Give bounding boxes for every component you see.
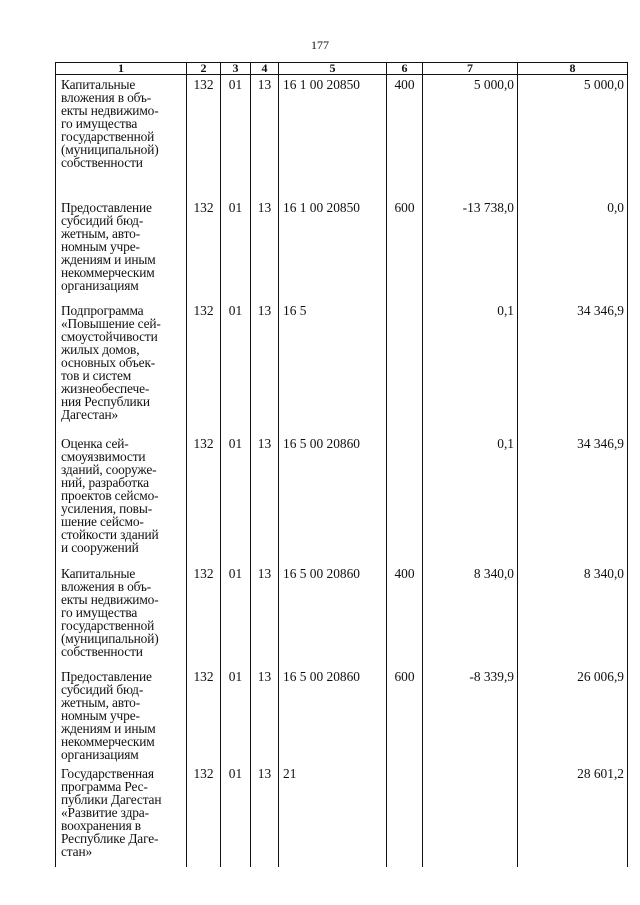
cell-col-2: 132 [187, 75, 221, 199]
col-header-6: 6 [387, 63, 423, 75]
description-line: смоуязвимости [61, 449, 146, 464]
description-line: стойкости зданий [61, 527, 159, 542]
description-line: и сооружений [61, 540, 139, 555]
description-line: Предоставление [61, 200, 152, 215]
cell-col-7: 8 340,0 [423, 564, 518, 667]
description-line: Капитальные [61, 77, 136, 92]
description-line: ждениям и иным [61, 252, 156, 267]
description-line: жетным, авто- [61, 226, 141, 241]
cell-col-5: 16 5 00 20860 [279, 434, 387, 564]
row-description [56, 764, 187, 867]
cell-col-7: 5 000,0 [423, 75, 518, 199]
row-description [56, 198, 187, 301]
table-row [56, 764, 628, 867]
description-line: собственности [61, 155, 143, 170]
cell-col-4: 13 [251, 764, 279, 867]
cell-col-4: 13 [251, 198, 279, 301]
description-line: номным учре- [61, 239, 140, 254]
col-header-3: 3 [221, 63, 251, 75]
cell-col-5: 16 5 [279, 301, 387, 434]
description-line: ждениям и иным [61, 721, 156, 736]
description-line: государственной [61, 129, 155, 144]
cell-col-7: -8 339,9 [423, 667, 518, 764]
col-header-5: 5 [279, 63, 387, 75]
description-line: «Развитие здра- [61, 805, 149, 820]
description-line: го имущества [61, 605, 138, 620]
col-header-8: 8 [518, 63, 628, 75]
description-line: жизнеобеспече- [61, 381, 150, 396]
cell-col-8: 28 601,2 [518, 764, 628, 867]
description-line: Подпрограмма [61, 303, 144, 318]
cell-col-8: 5 000,0 [518, 75, 628, 199]
cell-col-2: 132 [187, 301, 221, 434]
cell-col-3: 01 [221, 301, 251, 434]
cell-col-3: 01 [221, 764, 251, 867]
description-line: субсидий бюд- [61, 682, 144, 697]
cell-col-2: 132 [187, 667, 221, 764]
description-line: екты недвижимо- [61, 592, 159, 607]
table-row [56, 434, 628, 564]
cell-col-4: 13 [251, 434, 279, 564]
description-line: некоммерческим [61, 265, 155, 280]
cell-col-7: -13 738,0 [423, 198, 518, 301]
description-line: смоустойчивости [61, 329, 158, 344]
description-line: субсидий бюд- [61, 213, 144, 228]
budget-table [55, 62, 628, 867]
cell-col-2: 132 [187, 764, 221, 867]
description-line: шение сейсмо- [61, 514, 144, 529]
description-line: номным учре- [61, 708, 140, 723]
description-line: усиления, повы- [61, 501, 153, 516]
cell-col-5: 16 5 00 20860 [279, 564, 387, 667]
header-row [56, 63, 628, 75]
description-line: (муниципальной) [61, 631, 159, 646]
row-description [56, 564, 187, 667]
cell-col-5: 16 1 00 20850 [279, 198, 387, 301]
cell-col-3: 01 [221, 667, 251, 764]
description-line: вложения в объ- [61, 90, 152, 105]
row-description [56, 75, 187, 199]
cell-col-6 [387, 301, 423, 434]
description-line: стан» [61, 844, 93, 859]
table-row [56, 198, 628, 301]
description-line: вложения в объ- [61, 579, 152, 594]
description-line: екты недвижимо- [61, 103, 159, 118]
cell-col-6: 400 [387, 564, 423, 667]
table-row [56, 564, 628, 667]
cell-col-6: 600 [387, 667, 423, 764]
description-line: го имущества [61, 116, 138, 131]
description-line: (муниципальной) [61, 142, 159, 157]
col-header-1: 1 [56, 63, 187, 75]
col-header-2: 2 [187, 63, 221, 75]
cell-col-8: 26 006,9 [518, 667, 628, 764]
table-row [56, 301, 628, 434]
description-line: публики Дагестан [61, 792, 162, 807]
cell-col-2: 132 [187, 564, 221, 667]
cell-col-7 [423, 764, 518, 867]
cell-col-6 [387, 434, 423, 564]
description-line: Республике Даге- [61, 831, 159, 846]
cell-col-3: 01 [221, 564, 251, 667]
cell-col-3: 01 [221, 75, 251, 199]
description-line: собственности [61, 644, 143, 659]
description-line: Дагестан» [61, 407, 119, 422]
cell-col-2: 132 [187, 198, 221, 301]
cell-col-4: 13 [251, 75, 279, 199]
description-line: проектов сейсмо- [61, 488, 159, 503]
cell-col-3: 01 [221, 198, 251, 301]
description-line: организациям [61, 278, 139, 293]
cell-col-2: 132 [187, 434, 221, 564]
cell-col-4: 13 [251, 301, 279, 434]
table-row [56, 667, 628, 764]
description-line: основных объек- [61, 355, 156, 370]
page-number: 177 [311, 38, 329, 52]
cell-col-6: 400 [387, 75, 423, 199]
cell-col-8: 34 346,9 [518, 434, 628, 564]
description-line: организациям [61, 747, 139, 762]
description-line: тов и систем [61, 368, 132, 383]
cell-col-8: 0,0 [518, 198, 628, 301]
description-line: Оценка сей- [61, 436, 129, 451]
description-line: воохранения в [61, 818, 141, 833]
cell-col-7: 0,1 [423, 301, 518, 434]
description-line: жилых домов, [61, 342, 140, 357]
col-header-4: 4 [251, 63, 279, 75]
cell-col-3: 01 [221, 434, 251, 564]
cell-col-8: 8 340,0 [518, 564, 628, 667]
cell-col-4: 13 [251, 667, 279, 764]
description-line: зданий, сооруже- [61, 462, 157, 477]
description-line: Капитальные [61, 566, 136, 581]
description-line: ния Республики [61, 394, 150, 409]
description-line: ний, разработка [61, 475, 149, 490]
row-description [56, 434, 187, 564]
description-line: жетным, авто- [61, 695, 141, 710]
cell-col-5: 16 1 00 20850 [279, 75, 387, 199]
cell-col-6 [387, 764, 423, 867]
cell-col-7: 0,1 [423, 434, 518, 564]
description-line: государственной [61, 618, 155, 633]
cell-col-4: 13 [251, 564, 279, 667]
description-line: некоммерческим [61, 734, 155, 749]
row-description [56, 667, 187, 764]
description-line: программа Рес- [61, 779, 148, 794]
cell-col-5: 21 [279, 764, 387, 867]
description-line: Государственная [61, 766, 154, 781]
description-line: «Повышение сей- [61, 316, 161, 331]
cell-col-5: 16 5 00 20860 [279, 667, 387, 764]
cell-col-6: 600 [387, 198, 423, 301]
table-row [56, 75, 628, 199]
col-header-7: 7 [423, 63, 518, 75]
description-line: Предоставление [61, 669, 152, 684]
cell-col-8: 34 346,9 [518, 301, 628, 434]
row-description [56, 301, 187, 434]
